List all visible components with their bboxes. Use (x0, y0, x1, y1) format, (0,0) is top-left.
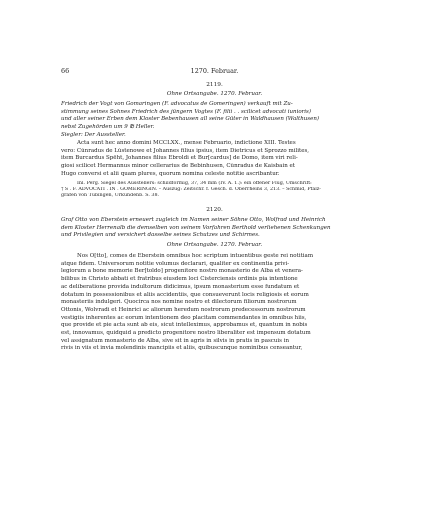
document-2119-regest (61, 101, 368, 140)
document-number-2120: 2120. (206, 207, 223, 213)
regest-line: und aller seiner Erben dem Kloster Bebenhausen all seine Güter in Waldhausen (Walthusen) (61, 116, 320, 123)
footnote-line: † S . F. ADVOCATI . IN . GOMERINGIN. – Auszug: Zeitschr. f. Gesch. d. Oberrheins 3, 213. – Schmid, Pfalz- (61, 187, 321, 193)
document-2119-footnote (61, 181, 368, 199)
footnote-line: grafen von Tübingen, Urkundenb. S. 38. (61, 193, 160, 199)
body-line: giosi scilicet Hermannus minor cellerarius de Bebinhusen, Cůnradus de Kaisbain et (61, 163, 295, 170)
body-line: vero: Cůnradus de Lůstenowe et Johannes filius ipsius, item Dietricus et Sprozzo milites, (61, 147, 310, 154)
running-title: 1270. Februar. (190, 67, 239, 75)
body-line: legiorum a bone memorie Ber[toldo] progenitore nostro monasterio de Alba et venera- (61, 268, 303, 275)
regest-line: Graf Otto von Eberstein erneuert zugleich im Namen seiner Söhne Otto, Wolfrad und Heinrich (61, 217, 326, 223)
body-line: Hugo conversi et alii quam plures, quorum nomina celeste notitie ascribantur. (61, 170, 280, 177)
sealer-line: Siegler: Der Aussteller. (61, 131, 126, 138)
footnote-line: Inl. Perg. Siegel des Ausstellers: schildförmig, 37, 34 mm (IV. A. 1.): ein offener Flug, Umschrift: (77, 181, 312, 186)
document-number-2119: 2119. (206, 82, 223, 88)
body-line: vestigiis inherentes ac eorum intentionem deo placitam commendantes in omnibus hiis, (61, 314, 307, 321)
regest-line: und Privilegien und versichert dasselbe seines Schutzes und Schirmes. (61, 232, 260, 239)
body-line: Acta sunt hec anno domini MCCLXX., mense Februario, indictione XIII. Testes (77, 140, 296, 146)
body-line: dotatum in possessionibus et aliis accidentiis, que consueverunt locis religiosis et eorum (61, 291, 309, 298)
body-line: vel assignatum monasterio de Alba, sive sit in agris in silvis in pratis in pascuis in (61, 337, 290, 344)
body-line: Nos O[tto], comes de Eberstein omnibus hoc scriptum intuentibus geste rei notitiam (77, 253, 314, 259)
document-2119-dateline: Ohne Ortsangabe. 1270. Februar. (166, 91, 263, 97)
body-line: que provide et pie acta sunt ab eis, sicut intelleximus, approbamus et, quantum in nobis (61, 322, 308, 329)
body-line: Ottonis, Wolvradi et Heinrici ac aliorum heredum nostrorum predecessorum nostrorum (61, 306, 306, 313)
body-line: rivis in viis et invia molendinis mancipiis et aliis, quibuscunque nominibus censeantur, (61, 345, 303, 352)
document-2119-body (61, 140, 368, 179)
body-line: monasteriis indulgeri. Quocirca nos nomine nostro et dilectorum filiorum nostrorum (61, 299, 297, 306)
document-2120-body (61, 253, 368, 353)
page-number: 66 (61, 67, 70, 75)
body-line: item Burcardus Spëht, Johannes filius Ebroldi et Bur[cardus] de Domo, item viri reli- (61, 155, 298, 162)
body-line: bilibus in Christo abbati et fratribus eiusdem loci Cisterciensis ordinis pia intentione (61, 276, 298, 283)
regest-line: nebst Zugehörden um 9 ℔ Heller. (61, 124, 155, 131)
document-2120-dateline: Ohne Ortsangabe. 1270. Februar. (166, 242, 263, 248)
document-2120-regest (61, 217, 368, 240)
regest-line: Friedrich der Vogt von Gomaringen (F. advocatus de Gomeringen) verkauft mit Zu- (61, 101, 293, 107)
regest-line: stimmung seines Sohnes Friedrich des jüngern Vogtes (F. filii . . scilicet advocati iunioris) (61, 108, 312, 115)
body-line: ac deliberatione provida indultorum didicimus, ipsum monasterium esse fundatum et (61, 283, 300, 290)
regest-line: dem Kloster Herrenalb die demselben von seinem Vorfahren Berthold verliehenen Schenkungen (61, 224, 331, 231)
body-line: est, innovamus, quidquid a predicto progenitore nostro liberaliter est impensum dotatum (61, 330, 311, 337)
body-line: atque fidem. Universorum notitie volumus declarari, qualiter ex continentia privi- (61, 260, 290, 267)
